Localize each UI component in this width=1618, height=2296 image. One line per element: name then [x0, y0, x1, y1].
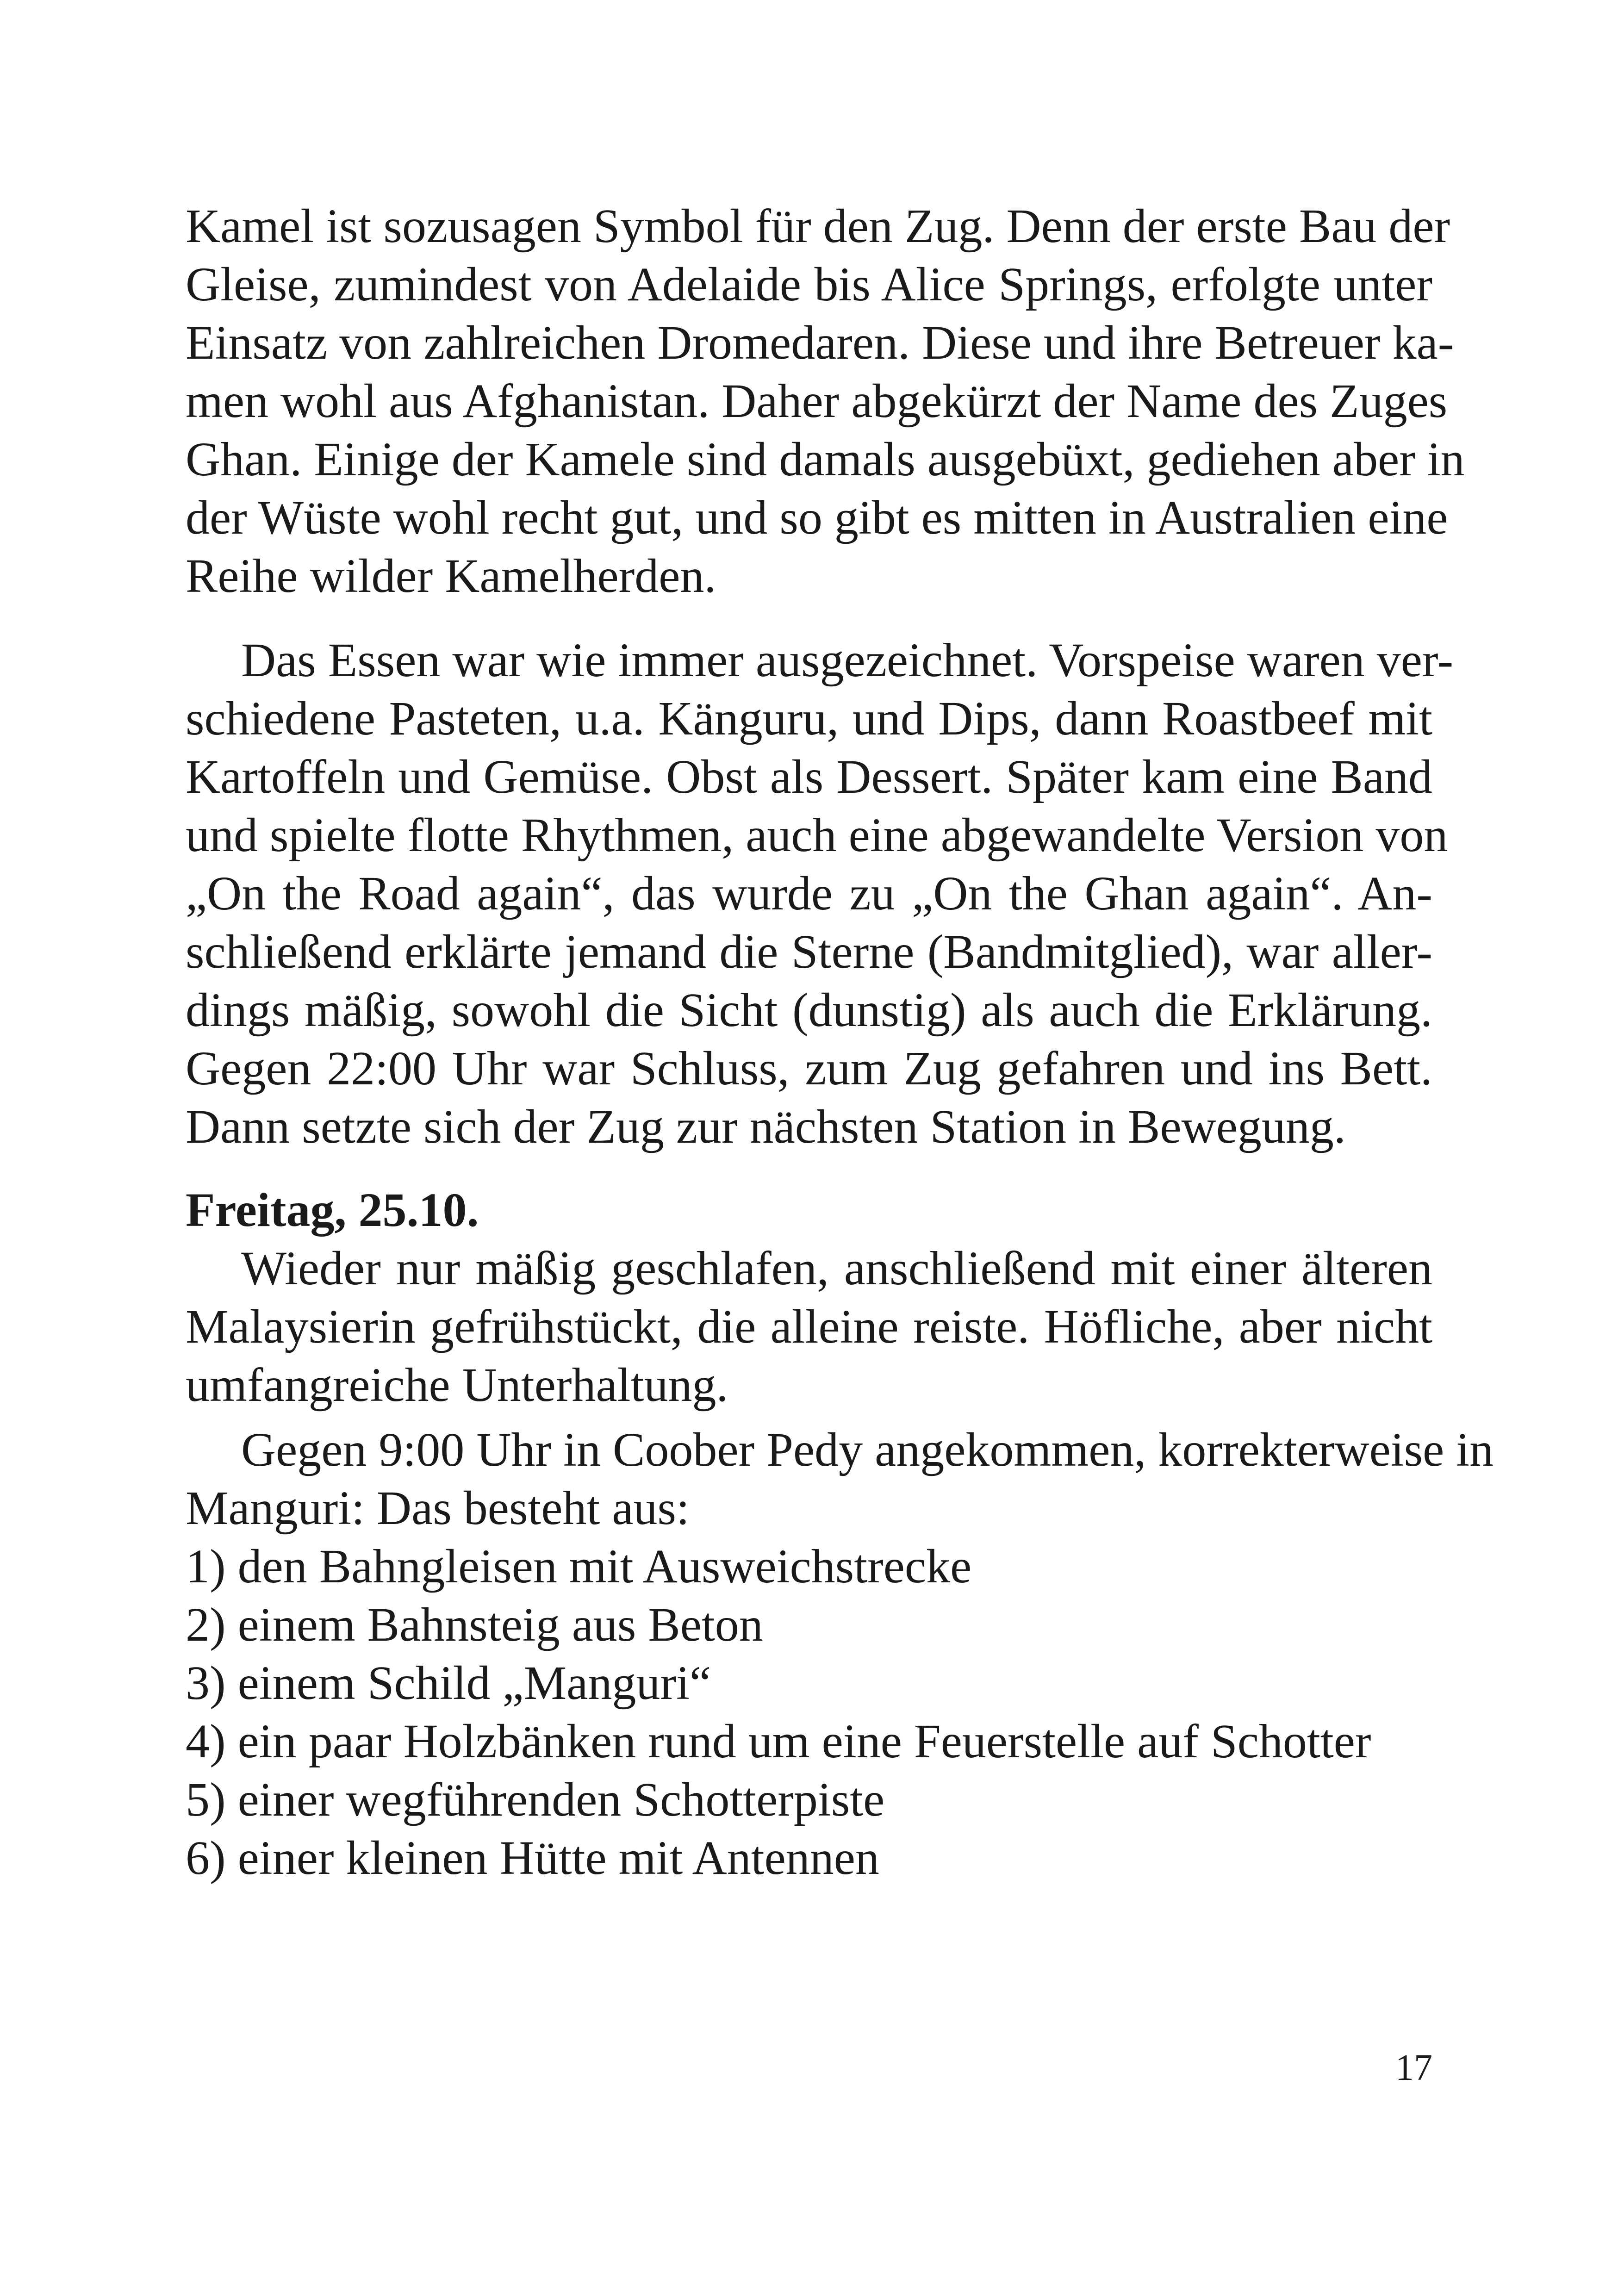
text-line: Manguri: Das besteht aus: [186, 1481, 690, 1535]
date-heading: Freitag, 25.10. [186, 1183, 479, 1237]
text-line: Kartoffeln und Gemüse. Obst als Dessert. Später kam eine Band [186, 750, 1432, 803]
text-line: Das Essen war wie immer ausgezeichnet. Vorspeise waren ver- [241, 634, 1454, 687]
manguri-list [186, 1537, 1432, 1887]
text-line: Kamel ist sozusagen Symbol für den Zug. Denn der erste Bau der [186, 199, 1450, 253]
text-line: Ghan. Einige der Kamele sind damals ausgebüxt, gediehen aber in [186, 433, 1465, 486]
list-item: 3) einem Schild „Manguri“ [186, 1656, 711, 1710]
text-line: Wieder nur mäßig geschlafen, anschließend mit einer älteren [241, 1242, 1432, 1295]
text-line: schiedene Pasteten, u.a. Känguru, und Dips, dann Roastbeef mit [186, 692, 1432, 745]
paragraph-manguri [186, 1421, 1494, 1887]
text-line: men wohl aus Afghanistan. Daher abgekürzt der Name des Zuges [186, 374, 1448, 428]
list-item: 6) einer kleinen Hütte mit Antennen [186, 1831, 879, 1885]
text-line: dings mäßig, sowohl die Sicht (dunstig) als auch die Erklärung. [186, 983, 1432, 1037]
text-line: Gegen 22:00 Uhr war Schluss, zum Zug gefahren und ins Bett. [186, 1042, 1432, 1095]
text-line: der Wüste wohl recht gut, und so gibt es mitten in Australien eine [186, 491, 1448, 544]
text-line: Reihe wilder Kamelherden. [186, 549, 716, 603]
list-item: 1) den Bahngleisen mit Ausweichstrecke [186, 1540, 972, 1593]
list-item: 2) einem Bahnsteig aus Beton [186, 1598, 763, 1651]
section-friday [186, 1181, 1432, 1414]
list-item: 4) ein paar Holzbänken rund um eine Feuerstelle auf Schotter [186, 1715, 1371, 1768]
text-line: umfangreiche Unterhaltung. [186, 1358, 728, 1412]
text-line: „On the Road again“, das wurde zu „On the Ghan again“. An- [186, 867, 1432, 920]
text-line: Dann setzte sich der Zug zur nächsten Station in Bewegung. [186, 1100, 1346, 1153]
paragraph-dinner [186, 631, 1454, 1156]
text-line: Malaysierin gefrühstückt, die alleine reiste. Höfliche, aber nicht [186, 1300, 1432, 1353]
text-line: Einsatz von zahlreichen Dromedaren. Diese und ihre Betreuer ka- [186, 316, 1454, 369]
list-item: 5) einer wegführenden Schotterpiste [186, 1773, 885, 1826]
text-line: und spielte flotte Rhythmen, auch eine abgewandelte Version von [186, 809, 1448, 862]
paragraph-camel [186, 197, 1465, 605]
text-line: schließend erklärte jemand die Sterne (Bandmitglied), war aller- [186, 925, 1432, 978]
page-number: 17 [1395, 2047, 1432, 2088]
text-line: Gleise, zumindest von Adelaide bis Alice Springs, erfolgte unter [186, 258, 1432, 311]
text-line: Gegen 9:00 Uhr in Coober Pedy angekommen, korrekterweise in [241, 1423, 1494, 1476]
